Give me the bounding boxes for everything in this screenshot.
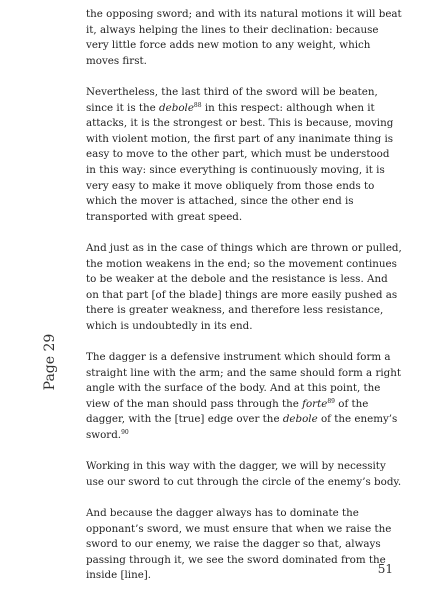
text-run: in this respect: although when it attacks, it is the strongest or best. This is because, moving with violent motion, the first part of any inanimate thing is easy to move to the other part, which must be understood in this way: since everything is continuously moving, it is very easy to make it move obliquely from those ends to which the mover is attached, since the other end is transported with great speed. (86, 101, 394, 223)
text-run: The dagger is a defensive instrument which should form a straight line with the arm; and the same should form a right angle with the surface of the body. And at this point, the view of the man should pass through the (86, 351, 402, 410)
italic-term: forte (302, 397, 328, 410)
italic-term: debole (159, 101, 194, 114)
body-text (86, 7, 402, 600)
paragraph (86, 7, 402, 69)
paragraph (86, 85, 402, 225)
footnote-ref: 90 (121, 429, 129, 437)
paragraph (86, 241, 402, 335)
text-run: And because the dagger always has to dominate the opponant’s sword, we must ensure that when we raise the sword to our enemy, we raise the dagger so that, always passing through it, we see the sword dominated from the inside [line]. (86, 507, 392, 582)
text-run: Nevertheless, the last third of the sword will be beaten, since it is the (86, 85, 378, 114)
text-run: And just as in the case of things which are thrown or pulled, the motion weakens in the end; so the movement continues to be weaker at the debole and the resistance is less. And on that part [of the blade] things are more easily pushed as there is greater weakness, and therefore less resistance, which is undoubtedly in its end. (86, 241, 402, 332)
paragraph (86, 459, 402, 490)
italic-term: debole (282, 413, 318, 426)
paragraph (86, 506, 402, 584)
text-run: Working in this way with the dagger, we will by necessity use our sword to cut through the circle of the enemy’s body. (86, 460, 402, 488)
paragraph (86, 350, 402, 444)
footnote-ref: 89 (327, 397, 335, 405)
side-page-label: Page 29 (42, 333, 58, 391)
text-run: of the enemy’s sword. (86, 413, 398, 442)
footnote-ref: 88 (193, 101, 202, 109)
page-number: 51 (377, 562, 393, 576)
text-run: of the dagger, with the [true] edge over the (86, 397, 369, 426)
text-run: the opposing sword; and with its natural motions it will beat it, always helping the lines to their declination: because very little force adds new motion to any weight, which moves first. (86, 8, 402, 67)
